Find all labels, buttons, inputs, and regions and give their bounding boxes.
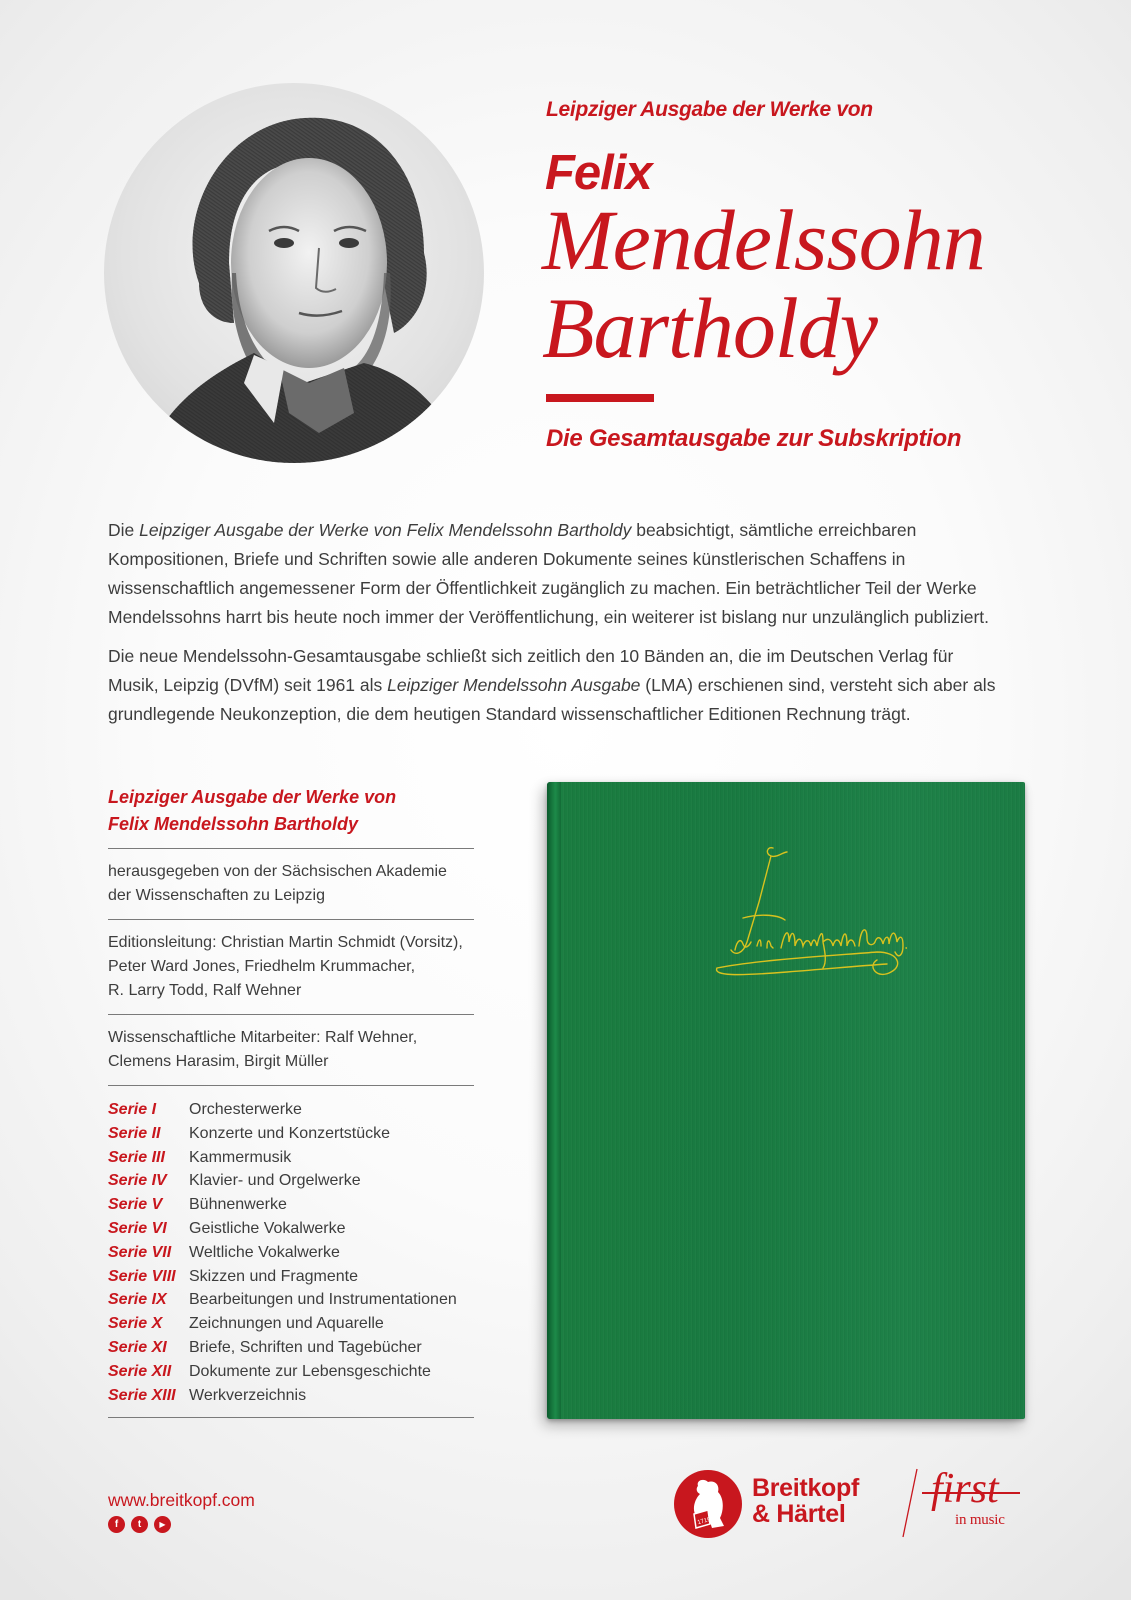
book-spine bbox=[547, 782, 561, 1419]
series-name: Kammermusik bbox=[189, 1148, 292, 1166]
editors-line-2: Peter Ward Jones, Friedhelm Krummacher, bbox=[108, 958, 416, 975]
series-number: Serie I bbox=[108, 1101, 157, 1118]
series-item bbox=[108, 1169, 474, 1193]
series-name: Weltliche Vokalwerke bbox=[189, 1243, 340, 1261]
publisher-line-2: der Wissenschaften zu Leipzig bbox=[108, 887, 325, 904]
youtube-icon[interactable]: ▶ bbox=[154, 1516, 171, 1533]
edition-title-line-2: Felix Mendelssohn Bartholdy bbox=[108, 814, 359, 834]
intro-text bbox=[108, 516, 1008, 739]
series-name: Bühnenwerke bbox=[189, 1196, 287, 1214]
intro-paragraph-2 bbox=[108, 642, 1008, 729]
series-number: Serie VII bbox=[108, 1243, 172, 1261]
series-number: Serie IV bbox=[108, 1172, 167, 1190]
brand-line-1: Breitkopf bbox=[752, 1474, 860, 1502]
series-number: Serie XI bbox=[108, 1338, 167, 1356]
editors-line-1: Editionsleitung: Christian Martin Schmidt (Vorsitz), bbox=[108, 934, 463, 951]
tagline-in-music: in music bbox=[955, 1512, 1005, 1528]
series-item bbox=[108, 1193, 474, 1217]
edition-title-line-1: Leipziger Ausgabe der Werke von bbox=[108, 787, 397, 807]
editors-line-3: R. Larry Todd, Ralf Wehner bbox=[108, 982, 302, 999]
intro-paragraph-1 bbox=[108, 516, 1008, 632]
series-item bbox=[108, 1265, 474, 1289]
series-name: Werkverzeichnis bbox=[189, 1386, 307, 1404]
intro-p2-pre: Die neue Mendelssohn-Gesamtausgabe schließt sich zeitlich den 10 Bänden an, die im Deutschen Verlag für Musik, Leipzig (DVfM) seit 1961 als bbox=[108, 646, 954, 695]
header-first-name: Felix bbox=[545, 146, 652, 200]
header-surname bbox=[542, 192, 985, 376]
series-item bbox=[108, 1336, 474, 1360]
twitter-icon[interactable]: t bbox=[131, 1516, 148, 1533]
series-name: Geistliche Vokalwerke bbox=[189, 1219, 346, 1237]
website-link[interactable]: www.breitkopf.com bbox=[108, 1490, 255, 1510]
publisher-info bbox=[108, 849, 474, 920]
brand-line-2: & Härtel bbox=[752, 1500, 846, 1528]
series-name: Orchesterwerke bbox=[189, 1101, 302, 1118]
series-name: Skizzen und Fragmente bbox=[189, 1267, 358, 1285]
series-item bbox=[108, 1384, 474, 1408]
staff-line-1: Wissenschaftliche Mitarbeiter: Ralf Wehner, bbox=[108, 1029, 418, 1046]
editors-info bbox=[108, 920, 474, 1015]
series-item bbox=[108, 1098, 474, 1122]
series-number: Serie III bbox=[108, 1148, 165, 1166]
series-item bbox=[108, 1241, 474, 1265]
surname-line-1: Mendelssohn bbox=[542, 192, 985, 288]
facebook-icon[interactable]: f bbox=[108, 1516, 125, 1533]
series-list bbox=[108, 1086, 474, 1418]
series-number: Serie XIII bbox=[108, 1386, 176, 1404]
edition-title bbox=[108, 784, 474, 849]
series-number: Serie XII bbox=[108, 1362, 172, 1380]
series-item bbox=[108, 1146, 474, 1170]
series-item bbox=[108, 1217, 474, 1241]
series-item bbox=[108, 1312, 474, 1336]
book-cover bbox=[547, 782, 1025, 1419]
surname-line-2: Bartholdy bbox=[542, 280, 877, 376]
divider-slash-icon bbox=[900, 1468, 920, 1538]
series-name: Konzerte und Konzertstücke bbox=[189, 1124, 391, 1142]
series-name: Briefe, Schriften und Tagebücher bbox=[189, 1338, 422, 1356]
intro-p1-post: beabsichtigt, sämtliche erreichbaren Kompositionen, Briefe und Schriften sowie alle anderen Dokumente seines künstlerischen Schaffens in wissenschaftlich angemessener Form der Öffentlichkeit zugänglich zu machen. Ein beträchtlicher Teil der Werke Mendelssohns harrt bis heute noch immer der Veröffentlichung, ein weiterer ist bislang nur unzulänglich publiziert. bbox=[108, 520, 989, 627]
breitkopf-bear-logo-icon bbox=[674, 1470, 742, 1538]
series-name: Bearbeitungen und Instrumentationen bbox=[189, 1291, 457, 1309]
intro-p1-title: Leipziger Ausgabe der Werke von Felix Mendelssohn Bartholdy bbox=[139, 520, 632, 540]
intro-p2-post: (LMA) erschienen sind, versteht sich aber als grundlegende Neukonzeption, die dem heutigen Standard wissenschaftlicher Editionen Rechnung trägt. bbox=[108, 675, 996, 724]
portrait-engraving-icon bbox=[104, 83, 484, 463]
series-name: Zeichnungen und Aquarelle bbox=[189, 1315, 384, 1333]
series-name: Klavier- und Orgelwerke bbox=[189, 1172, 361, 1190]
composer-portrait bbox=[104, 83, 484, 463]
social-links bbox=[108, 1516, 171, 1533]
edition-info bbox=[108, 784, 474, 1418]
series-number: Serie IX bbox=[108, 1291, 167, 1309]
header-subtitle: Die Gesamtausgabe zur Subskription bbox=[546, 425, 962, 452]
header-kicker: Leipziger Ausgabe der Werke von bbox=[546, 98, 873, 121]
signature-icon bbox=[677, 842, 907, 992]
series-item bbox=[108, 1288, 474, 1312]
series-number: Serie VIII bbox=[108, 1267, 176, 1285]
title-divider bbox=[546, 394, 654, 402]
series-number: Serie VI bbox=[108, 1219, 167, 1237]
series-number: Serie II bbox=[108, 1124, 161, 1142]
intro-p2-title: Leipziger Mendelssohn Ausgabe bbox=[387, 675, 641, 695]
brand-name bbox=[752, 1475, 859, 1527]
intro-p1-pre: Die bbox=[108, 520, 140, 540]
staff-info bbox=[108, 1015, 474, 1086]
series-item bbox=[108, 1360, 474, 1384]
svg-text:1719: 1719 bbox=[696, 1516, 712, 1527]
staff-line-2: Clemens Harasim, Birgit Müller bbox=[108, 1053, 329, 1070]
publisher-line-1: herausgegeben von der Sächsischen Akademie bbox=[108, 863, 447, 880]
series-number: Serie X bbox=[108, 1315, 163, 1333]
series-item bbox=[108, 1122, 474, 1146]
tagline-first: first bbox=[931, 1466, 999, 1512]
series-number: Serie V bbox=[108, 1196, 163, 1214]
series-name: Dokumente zur Lebensgeschichte bbox=[189, 1362, 431, 1380]
